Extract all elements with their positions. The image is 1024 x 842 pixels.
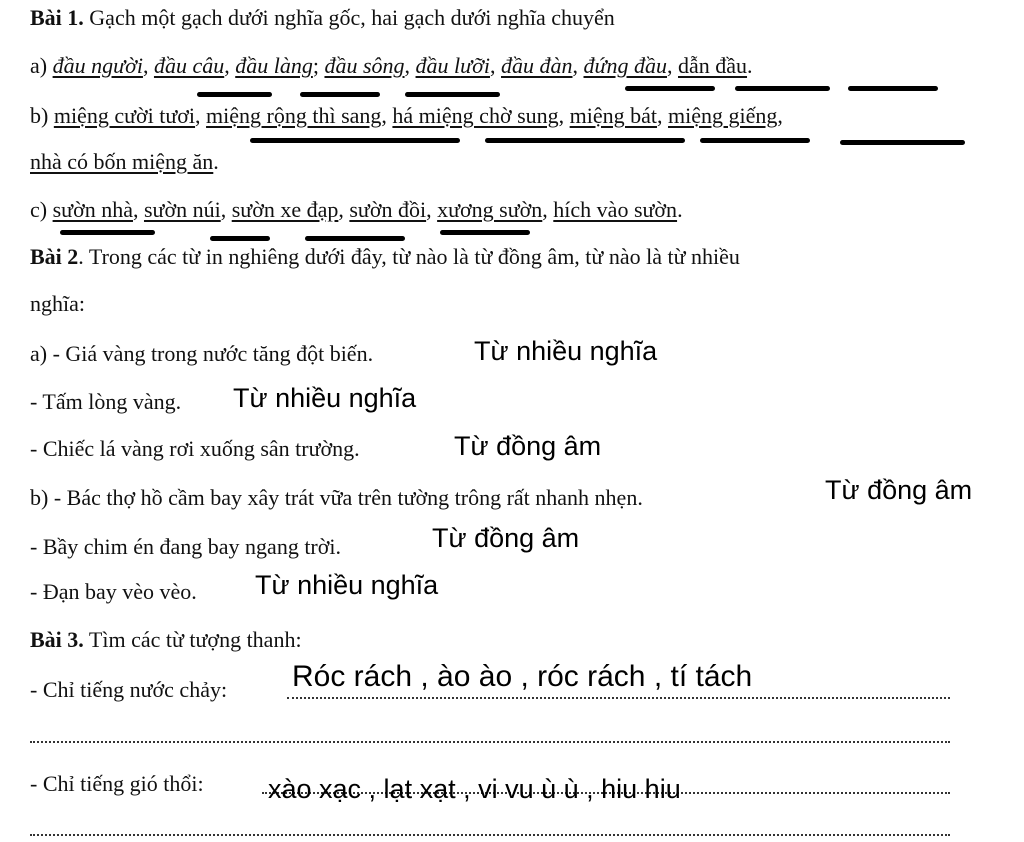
ex1-line-b: b) miệng cười tươi, miệng rộng thì sang, há miệng chờ sung, miệng bát, miệng giếng, xyxy=(30,103,783,128)
ex1-c-item: hích vào sườn xyxy=(553,197,678,222)
underline-stroke xyxy=(250,138,460,143)
ex3-wind-answer: xào xạc , lạt xạt , vi vu ù ù , hiu hiu xyxy=(268,774,681,804)
ex2-title-line2: nghĩa: xyxy=(30,291,85,316)
ex1-a-item: đầu làng xyxy=(235,53,313,78)
answer-line xyxy=(287,697,950,699)
underline-stroke xyxy=(197,92,272,97)
underline-stroke xyxy=(485,138,685,143)
ex1-c-item: sườn đồi xyxy=(349,197,427,222)
underline-stroke xyxy=(440,230,530,235)
answer-line xyxy=(30,834,950,836)
underline-stroke xyxy=(735,86,830,91)
ex1-b-item-last: nhà có bốn miệng ăn xyxy=(30,149,214,174)
ex2-row-text: - Chiếc lá vàng rơi xuống sân trường. xyxy=(30,436,360,461)
ex3-wind-label: - Chỉ tiếng gió thổi: xyxy=(30,771,204,796)
ex3-title xyxy=(30,626,302,654)
ex1-b-item: há miệng chờ sung xyxy=(392,103,559,128)
ex2-row-answer: Từ đồng âm xyxy=(432,523,580,553)
ex2-title-text: . Trong các từ in nghiêng dưới đây, từ nào là từ đồng âm, từ nào là từ nhiều xyxy=(78,244,740,269)
ex1-c-item: sườn xe đạp xyxy=(231,197,339,222)
ex1-b-item: miệng giếng xyxy=(668,103,778,128)
underline-stroke xyxy=(305,236,405,241)
ex1-a-item: đứng đầu xyxy=(583,53,667,78)
ex1-a-item: đầu câu xyxy=(153,53,225,78)
ex1-title-text: Gạch một gạch dưới nghĩa gốc, hai gạch dưới nghĩa chuyển xyxy=(83,5,615,30)
ex1-a-item: đầu lưỡi xyxy=(415,53,490,78)
ex1-a-prefix: a) xyxy=(30,53,53,78)
ex1-b-item: miệng bát xyxy=(569,103,658,128)
ex1-b-prefix: b) xyxy=(30,103,54,128)
ex3-water-answer: Róc rách , ào ào , róc rách , tí tách xyxy=(292,660,753,693)
ex1-line-b2: nhà có bốn miệng ăn. xyxy=(30,149,219,174)
ex2-row-answer: Từ nhiều nghĩa xyxy=(255,570,439,600)
ex1-a-item: đầu người xyxy=(52,53,143,78)
answer-line xyxy=(30,741,950,743)
ex2-row-answer: Từ nhiều nghĩa xyxy=(233,383,417,413)
ex2-row-answer: Từ đồng âm xyxy=(825,475,973,505)
underline-stroke xyxy=(60,230,155,235)
ex1-b-item: miệng rộng thì sang xyxy=(206,103,382,128)
ex1-c-item: xương sườn xyxy=(437,197,543,222)
ex2-row-text: b) - Bác thợ hồ cầm bay xây trát vữa trên tường trông rất nhanh nhẹn. xyxy=(30,485,643,510)
ex1-a-item: đầu đàn xyxy=(501,53,573,78)
ex2-row-text: - Bầy chim én đang bay ngang trời. xyxy=(30,534,341,559)
ex1-c-item: sườn nhà xyxy=(52,197,133,222)
ex1-a-item: dẫn đầu xyxy=(678,53,748,78)
ex2-row-text: - Tấm lòng vàng. xyxy=(30,389,182,414)
underline-stroke xyxy=(848,86,938,91)
underline-stroke xyxy=(405,92,500,97)
ex2-row-text: - Đạn bay vèo vèo. xyxy=(30,579,197,604)
ex1-line-a: a) đầu người, đầu câu, đầu làng; đầu sông, đầu lưỡi, đầu đàn, đứng đầu, dẫn đầu. xyxy=(30,53,753,78)
ex1-line-c: c) sườn nhà, sườn núi, sườn xe đạp, sườn đồi, xương sườn, hích vào sườn. xyxy=(30,197,683,222)
ex1-title xyxy=(30,4,615,32)
ex2-title xyxy=(30,243,740,271)
underline-stroke xyxy=(840,140,965,145)
ex2-row-text: a) - Giá vàng trong nước tăng đột biến. xyxy=(30,341,374,366)
ex2-title-bold: Bài 2 xyxy=(30,244,79,269)
ex1-a-item: đầu sông xyxy=(324,53,405,78)
ex1-c-item: sườn núi xyxy=(143,197,221,222)
ex3-water-label: - Chỉ tiếng nước chảy: xyxy=(30,677,228,702)
ex1-c-prefix: c) xyxy=(30,197,53,222)
ex1-title-bold: Bài 1. xyxy=(30,5,84,30)
ex1-b-item: miệng cười tươi xyxy=(53,103,196,128)
underline-stroke xyxy=(210,236,270,241)
ex2-row-answer: Từ đồng âm xyxy=(454,431,602,461)
ex2-row-answer: Từ nhiều nghĩa xyxy=(474,336,658,366)
ex3-title-text: Tìm các từ tượng thanh: xyxy=(83,627,302,652)
ex3-title-bold: Bài 3. xyxy=(30,627,84,652)
underline-stroke xyxy=(300,92,380,97)
underline-stroke xyxy=(700,138,810,143)
underline-stroke xyxy=(625,86,715,91)
